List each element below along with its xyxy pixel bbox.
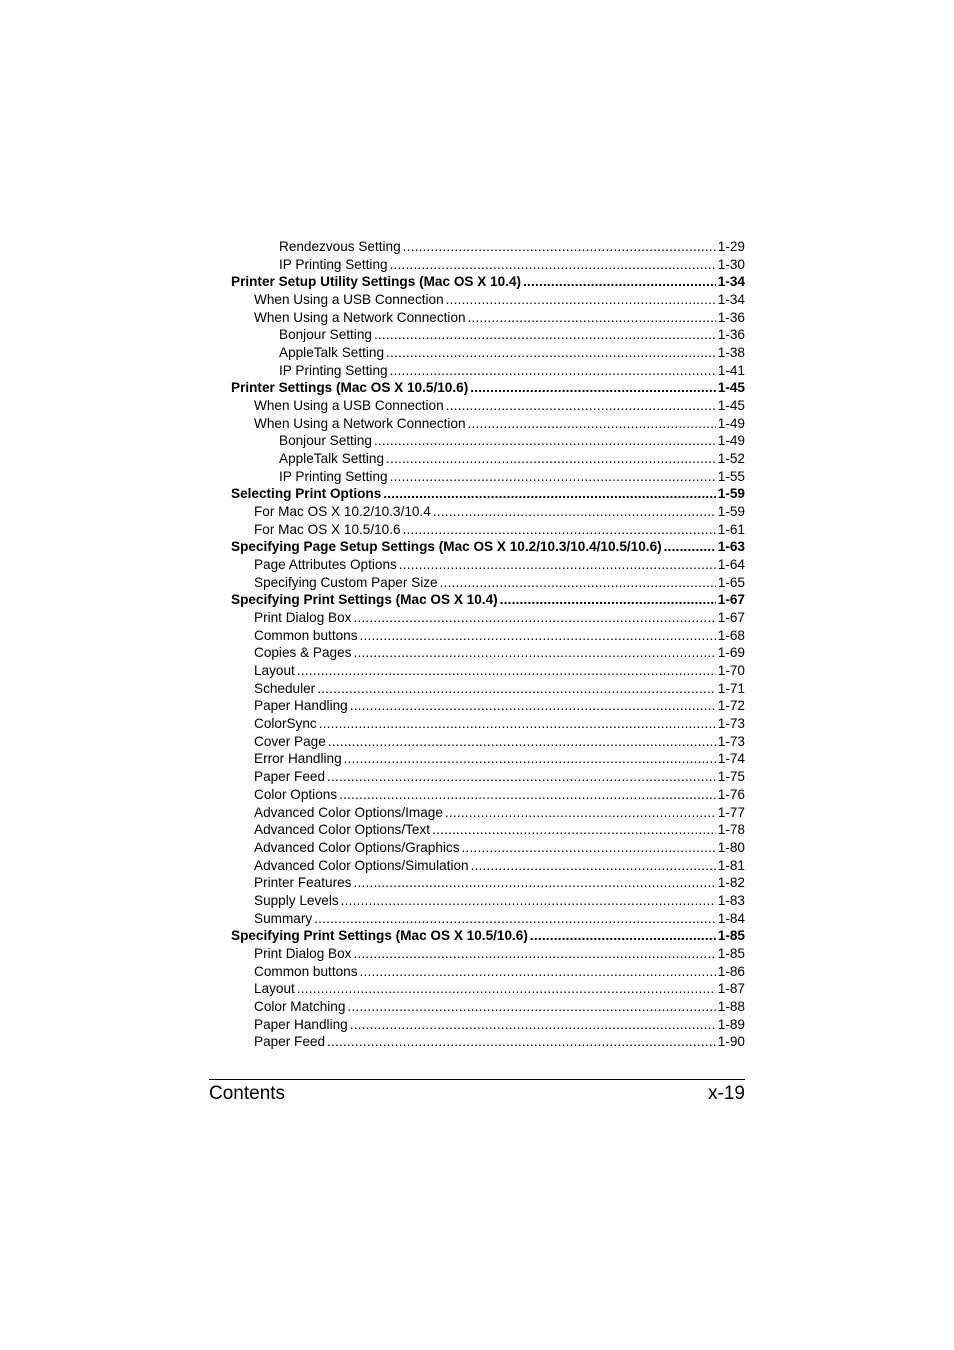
toc-entry[interactable] [231, 503, 745, 521]
toc-entry[interactable] [231, 344, 745, 362]
toc-entry[interactable] [231, 697, 745, 715]
toc-entry[interactable] [231, 945, 745, 963]
toc-entry-page: 1-70 [717, 663, 745, 679]
toc-entry[interactable] [231, 1016, 745, 1034]
toc-entry[interactable] [231, 326, 745, 344]
toc-entry[interactable] [231, 362, 745, 380]
toc-entry-title: Specifying Print Settings (Mac OS X 10.4) [231, 592, 498, 608]
toc-dot-leader [433, 503, 716, 521]
toc-entry-title: Specifying Page Setup Settings (Mac OS X 10.2/10.3/10.4/10.5/10.6) [231, 539, 662, 555]
table-of-contents [231, 238, 745, 1051]
toc-entry[interactable] [231, 680, 745, 698]
toc-entry[interactable] [231, 556, 745, 574]
toc-section-entry[interactable] [231, 927, 745, 945]
toc-dot-leader [319, 715, 716, 733]
toc-entry-page: 1-36 [717, 309, 745, 325]
toc-entry[interactable] [231, 609, 745, 627]
toc-dot-leader [374, 326, 716, 344]
toc-entry-page: 1-29 [717, 239, 745, 254]
toc-entry-title: When Using a USB Connection [254, 292, 444, 308]
toc-entry-page: 1-90 [717, 1034, 745, 1050]
footer-section-title: Contents [209, 1083, 286, 1104]
toc-dot-leader [468, 415, 716, 433]
toc-dot-leader [390, 468, 716, 486]
toc-entry-title: Bonjour Setting [279, 433, 372, 449]
toc-entry-page: 1-67 [717, 610, 745, 626]
toc-entry-title: IP Printing Setting [279, 362, 388, 378]
toc-entry-title: Paper Feed [254, 1034, 326, 1050]
toc-entry-title: ColorSync [254, 716, 317, 732]
toc-entry-title: When Using a Network Connection [254, 415, 466, 431]
toc-entry[interactable] [231, 857, 745, 875]
toc-entry[interactable] [231, 910, 745, 928]
toc-entry[interactable] [231, 238, 745, 256]
toc-entry-page: 1-45 [717, 398, 745, 414]
toc-entry-page: 1-63 [717, 539, 745, 555]
toc-entry-title: IP Printing Setting [279, 468, 388, 484]
toc-entry-page: 1-34 [717, 292, 745, 308]
toc-dot-leader [664, 538, 716, 556]
toc-dot-leader [341, 892, 716, 910]
toc-entry-page: 1-67 [717, 592, 745, 608]
toc-dot-leader [386, 344, 716, 362]
toc-dot-leader [390, 362, 716, 380]
toc-entry-title: Error Handling [254, 751, 342, 767]
toc-entry-page: 1-82 [717, 875, 745, 891]
toc-entry-title: AppleTalk Setting [279, 345, 385, 361]
toc-dot-leader [470, 379, 716, 397]
toc-entry[interactable] [231, 662, 745, 680]
toc-section-entry[interactable] [231, 379, 745, 397]
toc-entry-page: 1-74 [717, 751, 745, 767]
toc-entry-title: Rendezvous Setting [279, 239, 401, 254]
toc-entry[interactable] [231, 627, 745, 645]
toc-entry[interactable] [231, 892, 745, 910]
toc-entry-title: Bonjour Setting [279, 327, 372, 343]
toc-entry[interactable] [231, 733, 745, 751]
toc-section-entry[interactable] [231, 538, 745, 556]
toc-entry[interactable] [231, 804, 745, 822]
toc-dot-leader [327, 768, 716, 786]
toc-entry[interactable] [231, 309, 745, 327]
toc-entry-title: When Using a Network Connection [254, 309, 466, 325]
toc-section-entry[interactable] [231, 485, 745, 503]
toc-dot-leader [344, 750, 716, 768]
toc-entry-page: 1-64 [717, 557, 745, 573]
toc-entry-title: Scheduler [254, 680, 316, 696]
toc-entry[interactable] [231, 963, 745, 981]
toc-dot-leader [462, 839, 716, 857]
toc-entry-page: 1-36 [717, 327, 745, 343]
toc-entry-title: Selecting Print Options [231, 486, 382, 502]
toc-entry-page: 1-85 [717, 928, 745, 944]
toc-entry-title: Layout [254, 663, 295, 679]
toc-entry[interactable] [231, 715, 745, 733]
toc-entry-page: 1-78 [717, 822, 745, 838]
toc-entry-title: Specifying Custom Paper Size [254, 574, 438, 590]
toc-entry-title: Common buttons [254, 963, 358, 979]
toc-entry[interactable] [231, 998, 745, 1016]
toc-section-entry[interactable] [231, 591, 745, 609]
toc-entry-page: 1-59 [717, 504, 745, 520]
toc-dot-leader [353, 644, 715, 662]
toc-entry-title: Color Matching [254, 998, 346, 1014]
toc-entry-page: 1-49 [717, 415, 745, 431]
toc-section-entry[interactable] [231, 273, 745, 291]
toc-dot-leader [500, 591, 716, 609]
toc-dot-leader [350, 697, 716, 715]
toc-dot-leader [317, 680, 716, 698]
toc-entry-title: Copies & Pages [254, 645, 352, 661]
toc-entry-title: For Mac OS X 10.2/10.3/10.4 [254, 504, 431, 520]
toc-entry-title: Advanced Color Options/Text [254, 822, 431, 838]
toc-entry-page: 1-34 [717, 274, 745, 290]
toc-dot-leader [468, 309, 716, 327]
toc-dot-leader [390, 256, 716, 274]
toc-entry-title: Printer Setup Utility Settings (Mac OS X 10.4) [231, 274, 522, 290]
toc-dot-leader [432, 821, 716, 839]
toc-dot-leader [403, 238, 716, 256]
toc-dot-leader [386, 450, 716, 468]
toc-dot-leader [471, 857, 716, 875]
toc-entry-page: 1-52 [717, 451, 745, 467]
toc-entry[interactable] [231, 980, 745, 998]
toc-entry-page: 1-72 [717, 698, 745, 714]
toc-entry[interactable] [231, 644, 745, 662]
toc-dot-leader [523, 273, 716, 291]
toc-entry[interactable] [231, 450, 745, 468]
toc-entry-page: 1-45 [717, 380, 745, 396]
toc-dot-leader [327, 1033, 716, 1051]
toc-entry[interactable] [231, 768, 745, 786]
toc-entry-title: Advanced Color Options/Simulation [254, 857, 469, 873]
toc-entry-page: 1-71 [717, 680, 745, 696]
toc-entry-page: 1-38 [717, 345, 745, 361]
toc-dot-leader [403, 521, 716, 539]
toc-entry-page: 1-55 [717, 468, 745, 484]
toc-entry-page: 1-73 [717, 716, 745, 732]
toc-dot-leader [297, 662, 716, 680]
toc-dot-leader [314, 910, 716, 928]
toc-dot-leader [339, 786, 716, 804]
toc-dot-leader [360, 963, 716, 981]
toc-entry-page: 1-87 [717, 981, 745, 997]
toc-entry-page: 1-65 [717, 574, 745, 590]
footer-page-number: x-19 [708, 1083, 745, 1104]
toc-entry[interactable] [231, 521, 745, 539]
toc-entry-page: 1-88 [717, 998, 745, 1014]
toc-dot-leader [446, 397, 716, 415]
toc-dot-leader [350, 1016, 716, 1034]
toc-entry[interactable] [231, 415, 745, 433]
toc-entry-page: 1-59 [717, 486, 745, 502]
toc-entry-title: Specifying Print Settings (Mac OS X 10.5/10.6) [231, 928, 528, 944]
toc-entry-title: Layout [254, 981, 295, 997]
toc-entry-page: 1-41 [717, 362, 745, 378]
toc-entry-page: 1-81 [717, 857, 745, 873]
toc-entry-title: Supply Levels [254, 892, 339, 908]
toc-dot-leader [347, 998, 715, 1016]
toc-entry[interactable] [231, 397, 745, 415]
toc-dot-leader [530, 927, 716, 945]
toc-entry-title: Paper Feed [254, 769, 326, 785]
toc-entry-title: Printer Settings (Mac OS X 10.5/10.6) [231, 380, 469, 396]
toc-entry-title: Page Attributes Options [254, 557, 397, 573]
toc-entry[interactable] [231, 786, 745, 804]
toc-dot-leader [353, 874, 715, 892]
toc-dot-leader [383, 485, 715, 503]
toc-entry[interactable] [231, 839, 745, 857]
toc-entry-page: 1-80 [717, 839, 745, 855]
toc-entry-page: 1-77 [717, 804, 745, 820]
footer-divider [209, 1079, 745, 1080]
toc-entry-page: 1-84 [717, 910, 745, 926]
toc-entry-page: 1-75 [717, 769, 745, 785]
toc-dot-leader [399, 556, 716, 574]
toc-entry-page: 1-83 [717, 892, 745, 908]
toc-dot-leader [353, 609, 715, 627]
toc-dot-leader [446, 291, 716, 309]
toc-entry[interactable] [231, 821, 745, 839]
toc-dot-leader [445, 804, 716, 822]
toc-entry-title: Color Options [254, 786, 338, 802]
toc-entry[interactable] [231, 874, 745, 892]
toc-entry-title: Print Dialog Box [254, 610, 352, 626]
toc-entry[interactable] [231, 256, 745, 274]
toc-entry[interactable] [231, 574, 745, 592]
toc-entry[interactable] [231, 1033, 745, 1051]
toc-entry-page: 1-73 [717, 733, 745, 749]
toc-entry-title: AppleTalk Setting [279, 451, 385, 467]
toc-entry[interactable] [231, 468, 745, 486]
toc-dot-leader [440, 574, 716, 592]
toc-entry-page: 1-49 [717, 433, 745, 449]
toc-entry-title: Paper Handling [254, 1016, 348, 1032]
toc-entry-title: For Mac OS X 10.5/10.6 [254, 521, 401, 537]
toc-entry-title: IP Printing Setting [279, 256, 388, 272]
toc-dot-leader [353, 945, 715, 963]
toc-entry-title: Common buttons [254, 627, 358, 643]
toc-entry-page: 1-85 [717, 945, 745, 961]
toc-entry-page: 1-76 [717, 786, 745, 802]
toc-entry-title: When Using a USB Connection [254, 398, 444, 414]
toc-entry-page: 1-61 [717, 521, 745, 537]
toc-entry[interactable] [231, 750, 745, 768]
toc-entry-page: 1-69 [717, 645, 745, 661]
toc-dot-leader [374, 432, 716, 450]
toc-dot-leader [360, 627, 716, 645]
toc-entry[interactable] [231, 291, 745, 309]
toc-entry-title: Advanced Color Options/Graphics [254, 839, 460, 855]
toc-entry-title: Paper Handling [254, 698, 348, 714]
toc-entry-title: Cover Page [254, 733, 326, 749]
toc-dot-leader [328, 733, 716, 751]
toc-entry-title: Print Dialog Box [254, 945, 352, 961]
toc-entry[interactable] [231, 432, 745, 450]
toc-entry-page: 1-30 [717, 256, 745, 272]
toc-entry-page: 1-86 [717, 963, 745, 979]
toc-entry-page: 1-68 [717, 627, 745, 643]
toc-entry-page: 1-89 [717, 1016, 745, 1032]
toc-entry-title: Summary [254, 910, 313, 926]
toc-entry-title: Printer Features [254, 875, 352, 891]
toc-dot-leader [297, 980, 716, 998]
toc-entry-title: Advanced Color Options/Image [254, 804, 443, 820]
